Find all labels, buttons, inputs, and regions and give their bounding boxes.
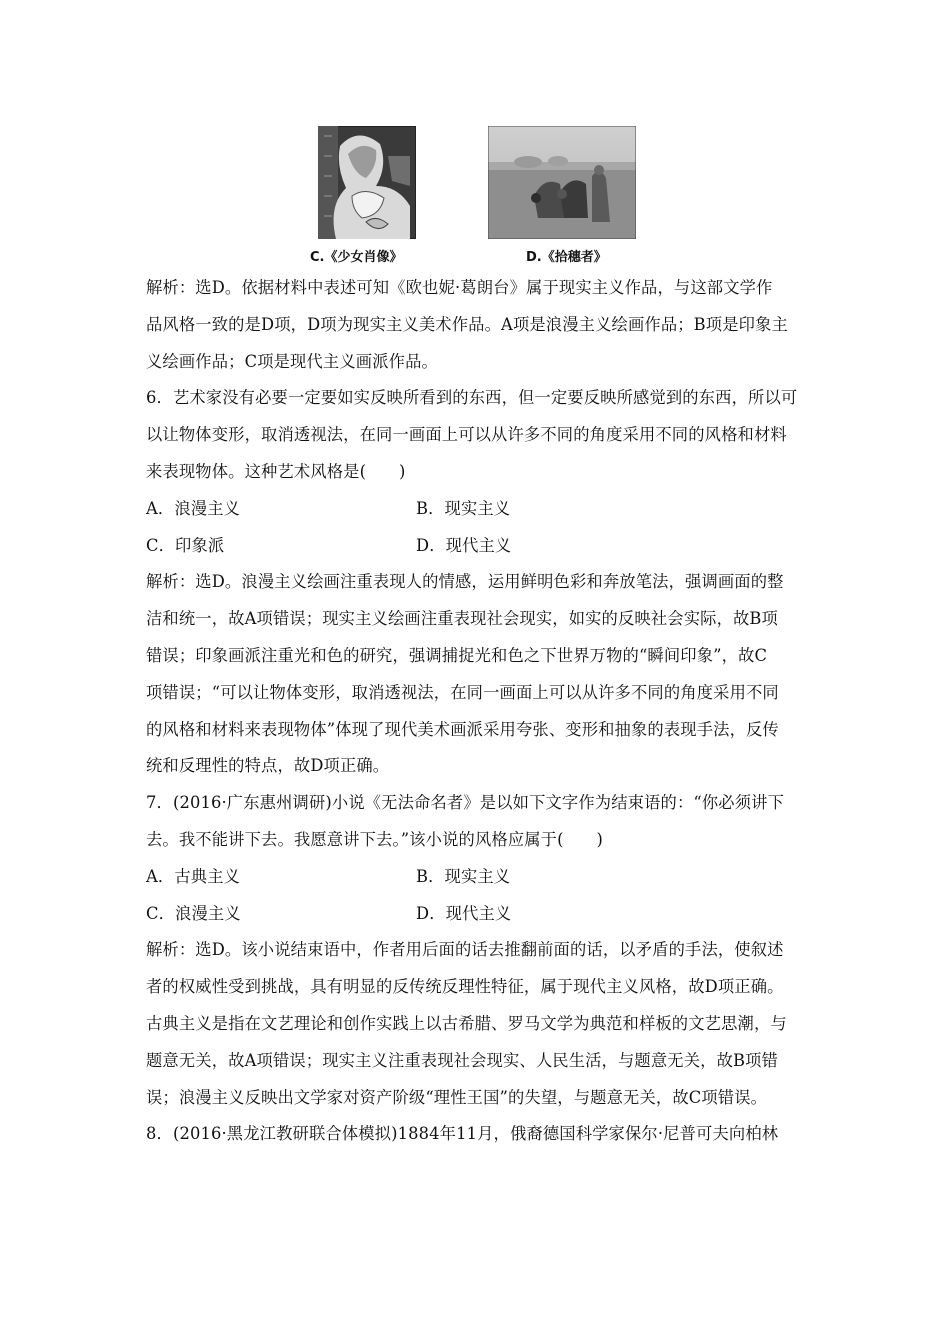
figure-d-caption: D.《拾穗者》	[526, 250, 607, 265]
option-row	[146, 491, 810, 528]
option-a: A．古典主义	[146, 866, 241, 886]
option-row	[146, 896, 810, 933]
text-line: 古典主义是指在文艺理论和创作实践上以古希腊、罗马文学为典范和样板的文艺思潮，与	[146, 1013, 787, 1033]
option-d: D．现代主义	[416, 535, 512, 555]
option-d: D．现代主义	[416, 903, 512, 923]
text-line: 品风格一致的是D项，D项为现实主义美术作品。A项是浪漫主义绘画作品；B项是印象主	[146, 314, 788, 334]
text-line: 解析：选D。依据材料中表述可知《欧也妮·葛朗台》属于现实主义作品，与这部文学作	[146, 278, 773, 297]
text-line: 义绘画作品；C项是现代主义画派作品。	[146, 351, 438, 371]
text-line: 题意无关，故A项错误；现实主义注重表现社会现实、人民生活，与题意无关，故B项错	[146, 1050, 778, 1070]
options-q7	[146, 859, 810, 933]
option-b: B．现实主义	[416, 498, 511, 518]
option-c: C．印象派	[146, 535, 225, 555]
text-line: 的风格和材料来表现物体”体现了现代美术画派采用夸张、变形和抽象的表现手法，反传	[146, 719, 779, 739]
text-line: 解析：选D。该小说结束语中，作者用后面的话去推翻前面的话，以矛盾的手法，使叙述	[146, 940, 784, 960]
text-line: 解析：选D。浪漫主义绘画注重表现人的情感，运用鲜明色彩和奔放笔法，强调画面的整	[146, 572, 784, 592]
figure-c-caption: C.《少女肖像》	[310, 250, 403, 265]
question-6	[146, 380, 810, 490]
text-line: 去。我不能讲下去。我愿意讲下去。”该小说的风格应属于( )	[146, 829, 603, 849]
text-line: 错误；印象画派注重光和色的研究，强调捕捉光和色之下世界万物的“瞬间印象”，故C	[146, 645, 768, 665]
text-line: 统和反理性的特点，故D项正确。	[146, 756, 390, 776]
gleaners-painting-image	[488, 126, 636, 239]
text-line: 者的权威性受到挑战，具有明显的反传统反理性特征，属于现代主义风格，故D项正确。	[146, 977, 784, 997]
figure-row	[0, 126, 950, 266]
text-line: 洁和统一，故A项错误；现实主义绘画注重表现社会现实，如实的反映社会实际，故B项	[146, 609, 778, 629]
figure-c	[310, 126, 416, 265]
body-text	[146, 270, 810, 1153]
options-q6	[146, 491, 810, 565]
figure-d	[488, 126, 636, 265]
question-7	[146, 785, 810, 859]
option-c: C．浪漫主义	[146, 903, 241, 923]
text-line: 6．艺术家没有必要一定要如实反映所看到的东西，但一定要反映所感觉到的东西，所以可	[146, 388, 798, 408]
analysis-q5	[146, 270, 810, 380]
text-line: 8．(2016·黑龙江教研联合体模拟)1884年11月，俄裔德国科学家保尔·尼普可夫向柏林	[146, 1124, 779, 1144]
analysis-q7	[146, 932, 810, 1116]
analysis-q6	[146, 564, 810, 785]
option-row	[146, 528, 810, 565]
question-8	[146, 1116, 810, 1153]
option-b: B．现实主义	[416, 866, 511, 886]
cubist-portrait-image	[318, 126, 416, 239]
text-line: 7．(2016·广东惠州调研)小说《无法命名者》是以如下文字作为结束语的：“你必须讲下	[146, 793, 785, 813]
option-a: A．浪漫主义	[146, 498, 241, 518]
text-line: 以让物体变形，取消透视法，在同一画面上可以从许多不同的角度采用不同的风格和材料	[146, 425, 787, 445]
text-line: 项错误；“可以让物体变形，取消透视法，在同一画面上可以从许多不同的角度采用不同	[146, 682, 779, 702]
text-line: 误；浪漫主义反映出文学家对资产阶级“理性王国”的失望，与题意无关，故C项错误。	[146, 1087, 768, 1107]
option-row	[146, 859, 810, 896]
text-line: 来表现物体。这种艺术风格是( )	[146, 461, 406, 481]
